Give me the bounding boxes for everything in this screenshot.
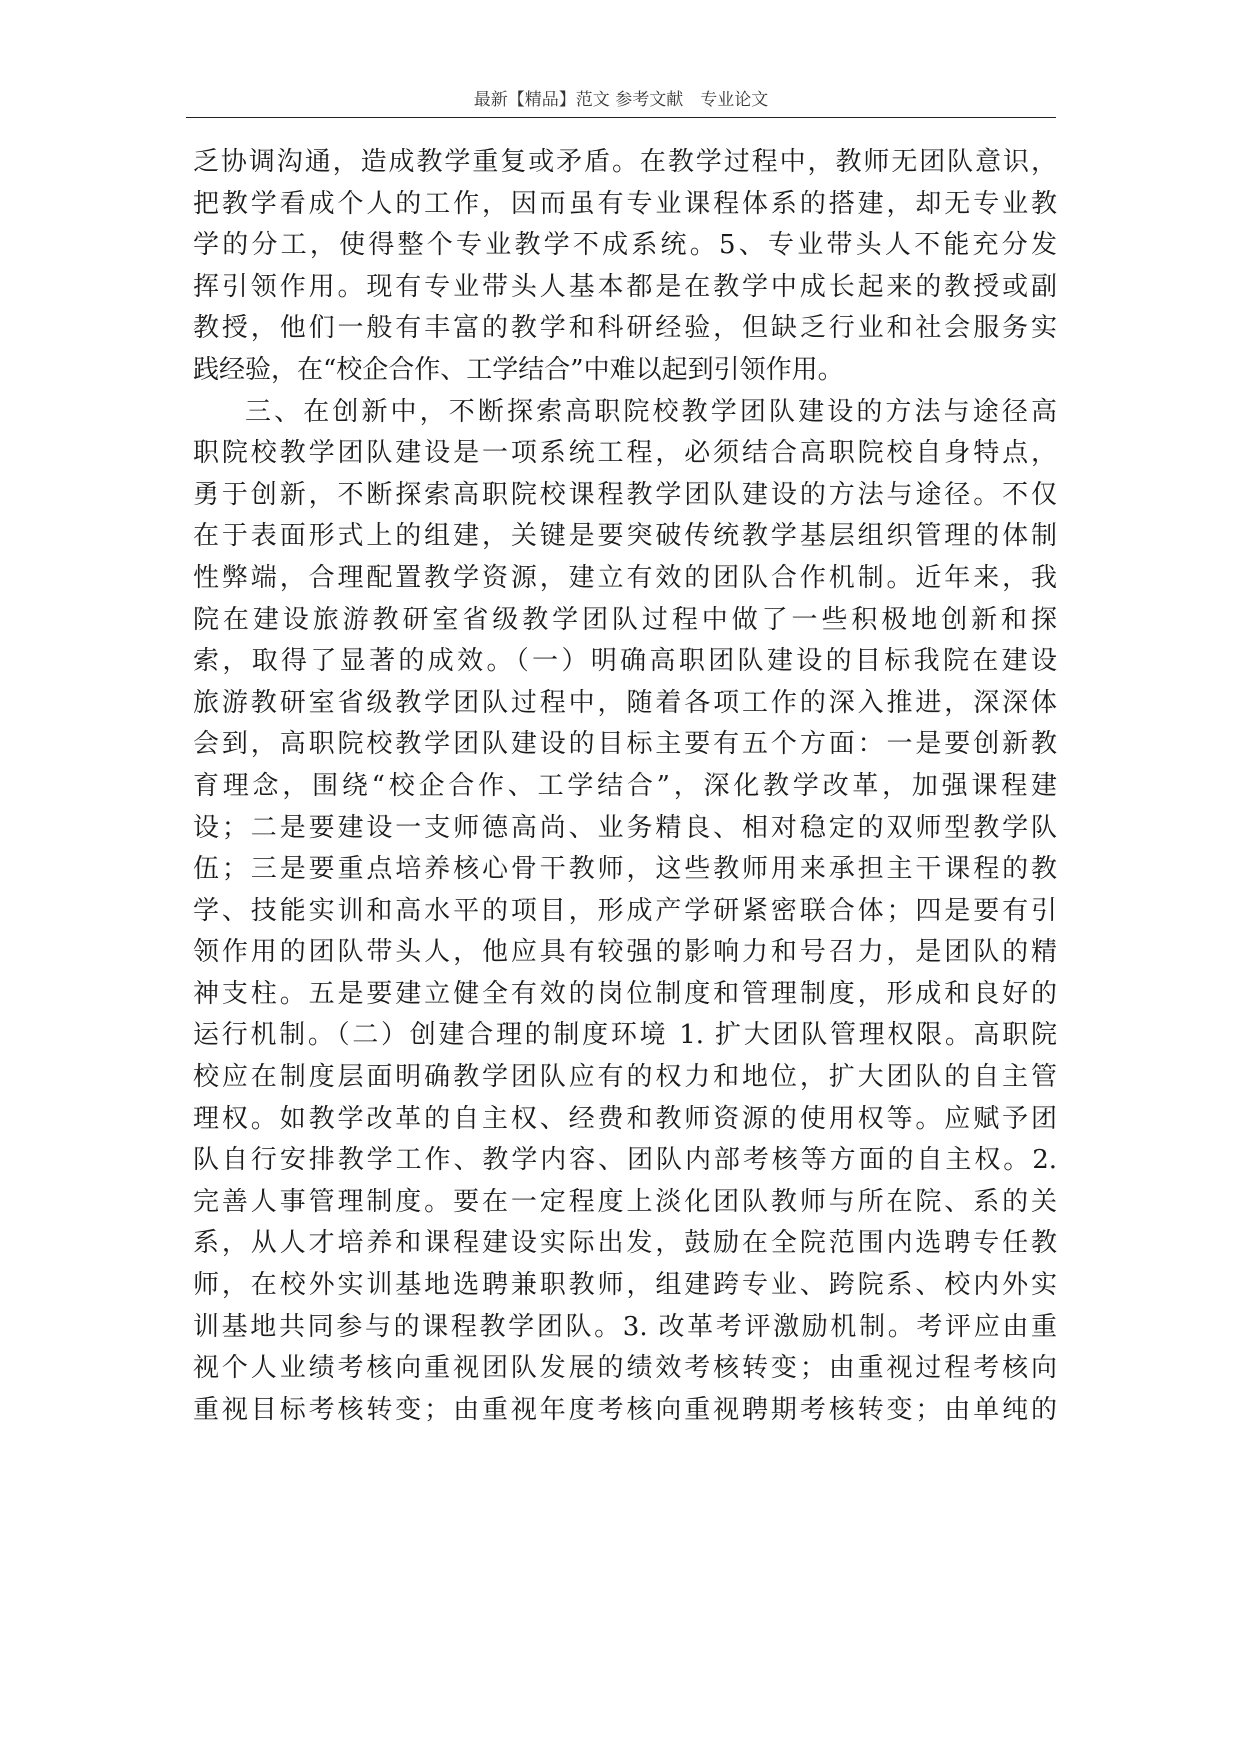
document-body (193, 142, 1057, 1431)
text-line: 乏协调沟通，造成教学重复或矛盾。在教学过程中，教师无团队意识， (193, 147, 1057, 177)
text-line: 系，从人才培养和课程建设实际出发，鼓励在全院范围内选聘专任教 (193, 1228, 1057, 1259)
running-header: 最新【精品】范文 参考文献 专业论文 (473, 90, 769, 110)
text-line: 育理念，围绕“校企合作、工学结合”，深化教学改革，加强课程建 (193, 770, 1057, 801)
text-line: 旅游教研室省级教学团队过程中，随着各项工作的深入推进，深深体 (193, 687, 1057, 718)
text-line: 队自行安排教学工作、教学内容、团队内部考核等方面的自主权。2. (193, 1145, 1057, 1176)
text-line: 把教学看成个人的工作，因而虽有专业课程体系的搭建，却无专业教 (193, 188, 1057, 219)
text-line: 院在建设旅游教研室省级教学团队过程中做了一些积极地创新和探 (193, 604, 1057, 635)
text-line: 领作用的团队带头人，他应具有较强的影响力和号召力，是团队的精 (193, 937, 1057, 968)
text-line: 践经验，在“校企合作、工学结合”中难以起到引领作用。 (193, 354, 844, 385)
text-line: 设；二是要建设一支师德高尚、业务精良、相对稳定的双师型教学队 (193, 812, 1057, 843)
text-line: 神支柱。五是要建立健全有效的岗位制度和管理制度，形成和良好的 (193, 978, 1057, 1009)
text-line: 性弊端，合理配置教学资源，建立有效的团队合作机制。近年来，我 (193, 562, 1057, 593)
text-line: 三、在创新中，不断探索高职院校教学团队建设的方法与途径高 (245, 396, 1057, 427)
text-line: 伍；三是要重点培养核心骨干教师，这些教师用来承担主干课程的教 (193, 854, 1057, 885)
text-line: 校应在制度层面明确教学团队应有的权力和地位，扩大团队的自主管 (193, 1062, 1057, 1093)
text-line: 训基地共同参与的课程教学团队。3. 改革考评激励机制。考评应由重 (193, 1311, 1057, 1342)
text-line: 职院校教学团队建设是一项系统工程，必须结合高职院校自身特点， (193, 438, 1057, 469)
text-line: 在于表面形式上的组建，关键是要突破传统教学基层组织管理的体制 (193, 521, 1057, 552)
text-line: 重视目标考核转变；由重视年度考核向重视聘期考核转变；由单纯的 (193, 1394, 1057, 1425)
text-line: 理权。如教学改革的自主权、经费和教师资源的使用权等。应赋予团 (193, 1103, 1057, 1134)
text-line: 运行机制。（二）创建合理的制度环境 1. 扩大团队管理权限。高职院 (193, 1020, 1057, 1051)
text-line: 挥引领作用。现有专业带头人基本都是在教学中成长起来的教授或副 (193, 271, 1057, 302)
text-line: 学、技能实训和高水平的项目，形成产学研紧密联合体；四是要有引 (193, 895, 1057, 926)
text-line: 视个人业绩考核向重视团队发展的绩效考核转变；由重视过程考核向 (193, 1353, 1057, 1384)
text-line: 教授，他们一般有丰富的教学和科研经验，但缺乏行业和社会服务实 (193, 313, 1057, 344)
header-divider (186, 117, 1056, 118)
text-line: 会到，高职院校教学团队建设的目标主要有五个方面：一是要创新教 (193, 729, 1057, 760)
text-line: 师，在校外实训基地选聘兼职教师，组建跨专业、跨院系、校内外实 (193, 1270, 1057, 1301)
text-line: 勇于创新，不断探索高职院校课程教学团队建设的方法与途径。不仅 (193, 479, 1057, 510)
text-line: 完善人事管理制度。要在一定程度上淡化团队教师与所在院、系的关 (193, 1186, 1057, 1217)
text-line: 索，取得了显著的成效。（一）明确高职团队建设的目标我院在建设 (193, 646, 1057, 677)
text-line: 学的分工，使得整个专业教学不成系统。5、专业带头人不能充分发 (193, 230, 1057, 261)
